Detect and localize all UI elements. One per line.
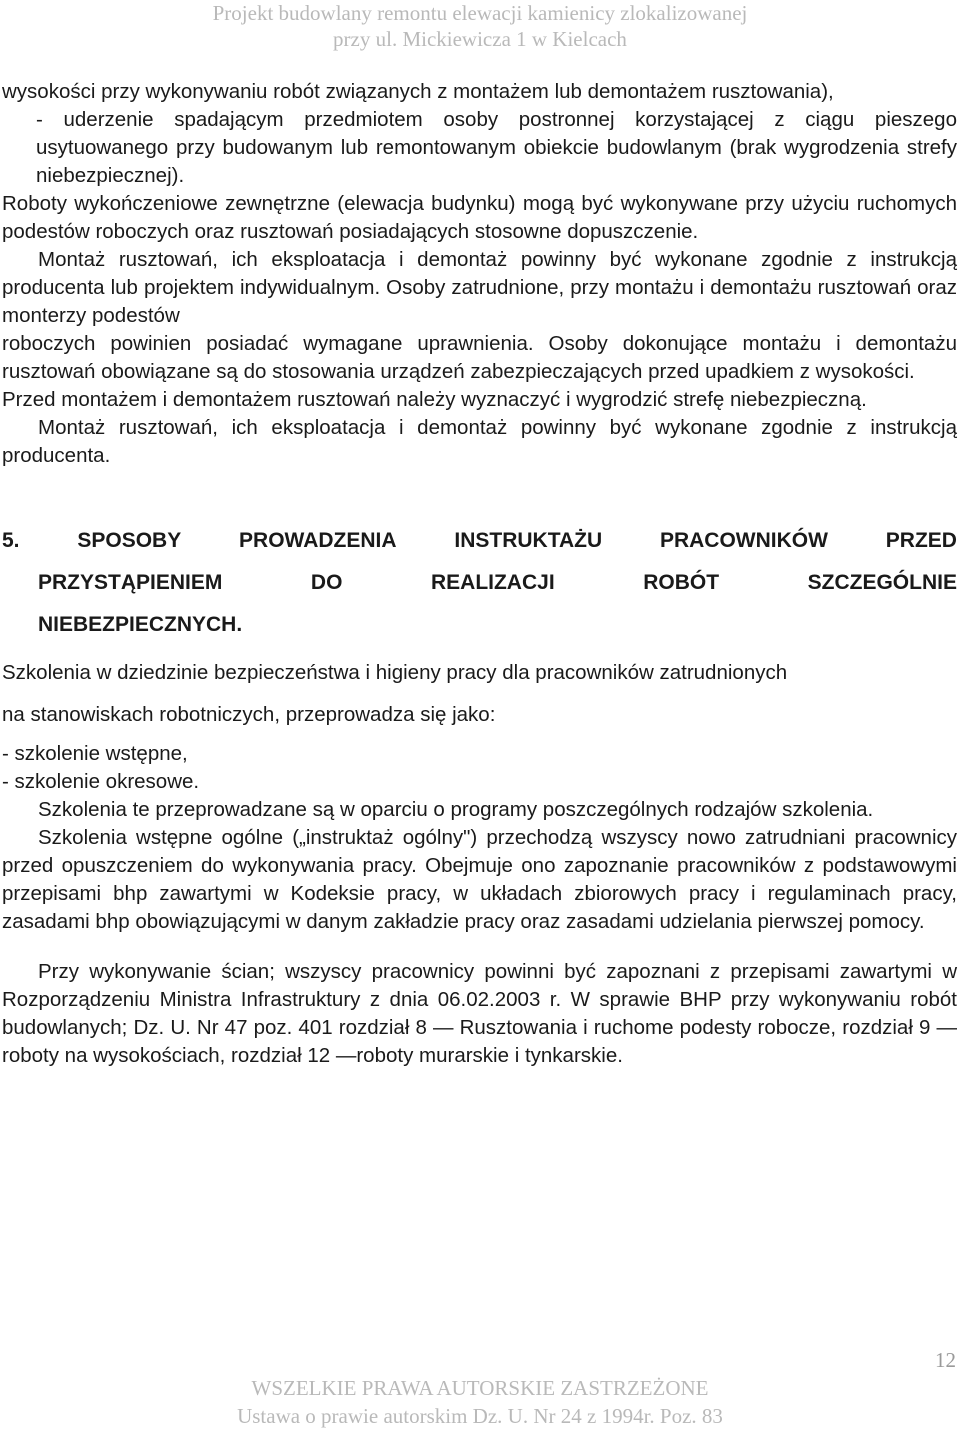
list-item: - szkolenie okresowe.: [2, 770, 200, 793]
header-line-1: Projekt budowlany remontu elewacji kamienicy zlokalizowanej: [212, 1, 748, 25]
heading-word: INSTRUKTAŻU: [454, 529, 603, 552]
footer-line-2: Ustawa o prawie autorskim Dz. U. Nr 24 z 1994r. Poz. 83: [237, 1404, 723, 1428]
paragraph: na stanowiskach robotniczych, przeprowadza się jako:: [2, 703, 496, 726]
section-heading-line-3: [2, 604, 957, 646]
paragraph: wysokości przy wykonywaniu robót związanych z montażem lub demontażem rusztowania),: [2, 80, 834, 103]
page-number: 12: [935, 1348, 956, 1372]
paragraph: Szkolenia w dziedzinie bezpieczeństwa i higieny pracy dla pracowników zatrudnionych: [2, 661, 788, 684]
paragraph: Przy wykonywanie ścian; wszyscy pracownicy powinni być zapoznani z przepisami zawartymi w Rozporządzeniu Ministra Infrastruktury z dnia 06.02.2003 r. W sprawie BHP przy wykonywaniu robót budowlanych; Dz. U. Nr 47 poz. 401 rozdział 8 — Rusztowania i ruchome podesty robocze, rozdział 9 —roboty na wysokościach, rozdział 12 —roboty murarskie i tynkarskie.: [2, 960, 957, 1067]
hazard-item: - uderzenie spadającym przedmiotem osoby postronnej korzystającej z ciągu pieszego usytuowanego przy budowanym lub remontowanym obiekcie budowlanym (brak wygrodzenia strefy niebezpiecznej).: [36, 108, 957, 187]
footer-line-1: WSZELKIE PRAWA AUTORSKIE ZASTRZEŻONE: [251, 1376, 709, 1400]
paragraph: Szkolenia wstępne ogólne („instruktaż ogólny") przechodzą wszyscy nowo zatrudniani pracownicy przed opuszczeniem do wykonywania pracy. Obejmuje ono zapoznanie pracowników z podstawowymi przepisami bhp zawartymi w Kodeksie pracy, w układach zbiorowych pracy i regulaminach pracy, zasadami bhp obowiązującymi w danym zakładzie pracy oraz zasadami udzielania pierwszej pomocy.: [2, 826, 957, 933]
list-item: - szkolenie wstępne,: [2, 742, 188, 765]
paragraph: Szkolenia te przeprowadzane są w oparciu o programy poszczególnych rodzajów szkolenia.: [38, 798, 874, 821]
heading-word: ROBÓT: [643, 571, 720, 594]
paragraph: Przed montażem i demontażem rusztowań należy wyznaczyć i wygrodzić strefę niebezpieczną.: [2, 388, 867, 411]
heading-word: NIEBEZPIECZNYCH.: [38, 613, 243, 636]
document-body: [2, 78, 957, 1070]
paragraph: roboczych powinien posiadać wymagane uprawnienia. Osoby dokonujące montażu i demontażu rusztowań obowiązane są do stosowania urządzeń zabezpieczających przed upadkiem z wysokości.: [2, 332, 957, 383]
paragraph: Montaż rusztowań, ich eksploatacja i demontaż powinny być wykonane zgodnie z instrukcją producenta lub projektem indywidualnym. Osoby zatrudnione, przy montażu i demontażu rusztowań oraz monterzy podestów: [2, 248, 957, 327]
paragraph: Montaż rusztowań, ich eksploatacja i demontaż powinny być wykonane zgodnie z instrukcją producenta.: [2, 416, 957, 467]
section-heading-line-1: [2, 520, 957, 562]
heading-word: PROWADZENIA: [239, 529, 397, 552]
header-line-2: przy ul. Mickiewicza 1 w Kielcach: [333, 27, 627, 51]
section-number: 5.: [2, 529, 20, 552]
heading-word: DO: [310, 571, 343, 594]
section-heading-line-2: [2, 562, 957, 604]
heading-word: PRZED: [885, 529, 957, 552]
heading-word: SZCZEGÓLNIE: [807, 571, 957, 594]
paragraph: Roboty wykończeniowe zewnętrzne (elewacja budynku) mogą być wykonywane przy użyciu ruchomych podestów roboczych oraz rusztowań posiadających stosowne dopuszczenie.: [2, 192, 957, 243]
heading-word: PRZYSTĄPIENIEM: [38, 571, 223, 594]
heading-word: REALIZACJI: [430, 571, 555, 594]
heading-word: PRACOWNIKÓW: [659, 529, 828, 552]
heading-word: SPOSOBY: [77, 529, 182, 552]
